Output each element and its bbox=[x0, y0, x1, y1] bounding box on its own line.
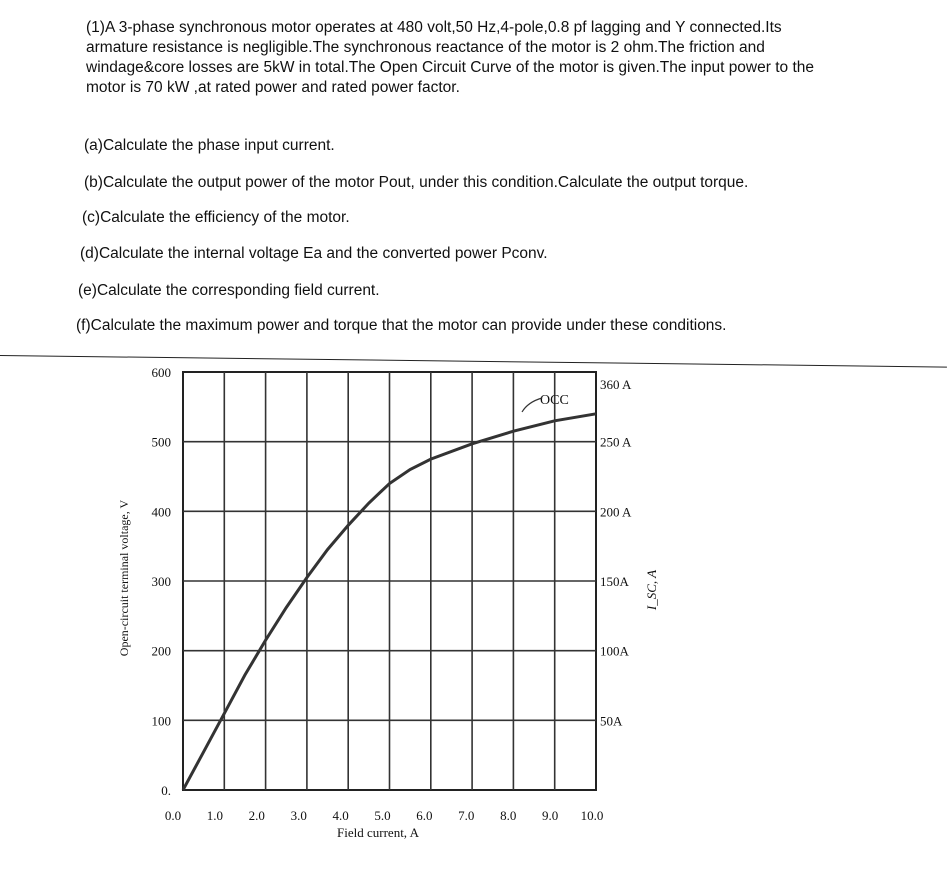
x-tick-label: 3.0 bbox=[290, 808, 307, 823]
y2-tick-label: 200 A bbox=[600, 504, 632, 520]
y2-axis-label: I_SC, A bbox=[644, 569, 659, 611]
x-tick-label: 2.0 bbox=[248, 808, 265, 823]
x-tick-label: 6.0 bbox=[416, 808, 433, 823]
y-tick-label: 100 bbox=[151, 713, 171, 729]
y2-tick-label: 100A bbox=[600, 643, 629, 659]
y-tick-label: 200 bbox=[151, 643, 171, 659]
part-b: (b)Calculate the output power of the motor Pout, under this condition.Calculate the output torque. bbox=[84, 174, 749, 191]
part-a: (a)Calculate the phase input current. bbox=[84, 137, 335, 154]
y-tick-label: 600 bbox=[151, 365, 171, 380]
x-axis-label: Field current, A bbox=[337, 825, 419, 840]
problem-intro: (1)A 3-phase synchronous motor operates at 480 volt,50 Hz,4-pole,0.8 pf lagging and Y connected.Its armature resistance is negligible.The synchronous reactance of the motor is 2 ohm.The friction and windage&core losses are 5kW in total.The Open Circuit Curve of the motor is given.The input power to the motor is 70 kW ,at rated power and rated power factor. bbox=[86, 19, 814, 96]
x-tick-label: 8.0 bbox=[500, 808, 517, 823]
y-tick-label: 300 bbox=[151, 574, 171, 589]
y-tick-label: 500 bbox=[151, 434, 171, 450]
occ-label: OCC bbox=[540, 393, 569, 408]
y2-tick-label: 250 A bbox=[600, 434, 632, 450]
x-tick-label: 5.0 bbox=[374, 808, 391, 823]
x-tick-label: 0.0 bbox=[164, 808, 182, 823]
x-tick-label: 10.0 bbox=[580, 808, 604, 823]
y-tick-label: 0. bbox=[161, 783, 171, 798]
part-c: (c)Calculate the efficiency of the motor. bbox=[82, 209, 350, 226]
chart-grid bbox=[183, 372, 596, 790]
y2-tick-label: 150A bbox=[600, 574, 629, 589]
x-tick-label: 4.0 bbox=[332, 808, 349, 823]
part-f: (f)Calculate the maximum power and torque that the motor can provide under these conditions. bbox=[76, 317, 727, 334]
part-e: (e)Calculate the corresponding field current. bbox=[78, 282, 380, 299]
y2-tick-label: 50A bbox=[600, 713, 623, 729]
part-d: (d)Calculate the internal voltage Ea and the converted power Pconv. bbox=[80, 245, 548, 262]
y-axis-label: Open-circuit terminal voltage, V bbox=[117, 499, 131, 657]
y-tick-label: 400 bbox=[151, 504, 171, 520]
y2-tick-label: 360 A bbox=[600, 377, 632, 392]
x-tick-label: 7.0 bbox=[458, 808, 475, 823]
occ-label-arrow bbox=[522, 398, 542, 412]
x-tick-label: 1.0 bbox=[206, 808, 224, 823]
x-tick-label: 9.0 bbox=[541, 808, 559, 823]
